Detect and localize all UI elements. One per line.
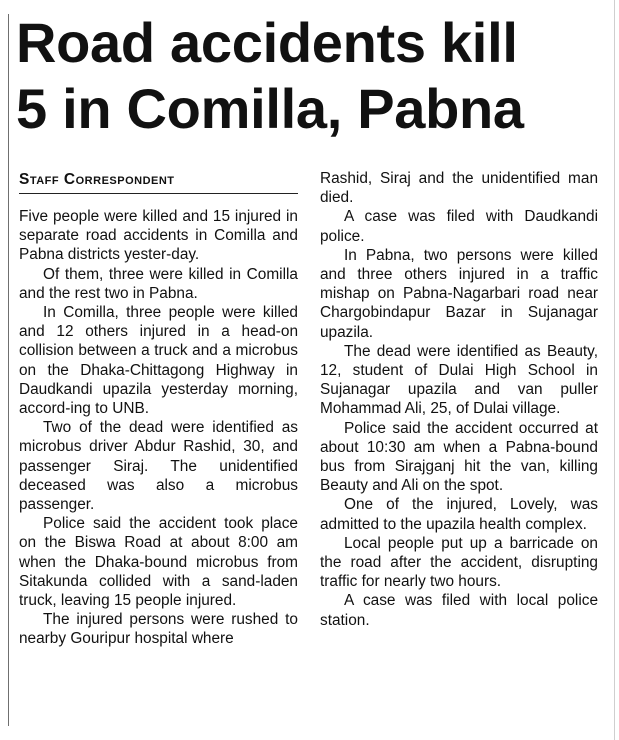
paragraph: A case was filed with Daudkandi police. <box>320 208 598 245</box>
paragraph: A case was filed with local police station. <box>320 592 598 629</box>
paragraph: In Pabna, two persons were killed and three others injured in a traffic mishap on Pabna-Nagarbari road near Chargobindapur Bazar in Sujanagar upazila. <box>320 246 598 341</box>
article-column-right <box>320 169 598 630</box>
scan-edge <box>614 0 615 740</box>
paragraph: The injured persons were rushed to nearby Gouripur hospital where <box>19 611 298 648</box>
headline <box>16 10 606 142</box>
headline-line-2: 5 in Comilla, Pabna <box>16 77 524 140</box>
column-rule <box>8 14 9 726</box>
paragraph: Two of the dead were identified as microbus driver Abdur Rashid, 30, and passenger Siraj. The unidentified deceased was also a microbus passenger. <box>19 419 298 514</box>
byline: Staff Correspondent <box>19 169 298 194</box>
paragraph: The dead were identified as Beauty, 12, student of Dulai High School in Sujanagar upazila and van puller Mohammad Ali, 25, of Dulai village. <box>320 342 598 418</box>
paragraph: Rashid, Siraj and the unidentified man died. <box>320 170 598 207</box>
headline-line-1: Road accidents kill <box>16 11 518 74</box>
paragraph: In Comilla, three people were killed and 12 others injured in a head-on collision between a truck and a microbus on the Dhaka-Chittagong Highway in Daudkandi upazila yesterday morning, accord-ing to UNB. <box>19 304 298 418</box>
paragraph: Five people were killed and 15 injured in separate road accidents in Comilla and Pabna districts yester-day. <box>19 208 298 264</box>
paragraph: Police said the accident took place on the Biswa Road at about 8:00 am when the Dhaka-bound microbus from Sitakunda collided with a sand-laden truck, leaving 15 people injured. <box>19 515 298 610</box>
paragraph: Local people put up a barricade on the road after the accident, disrupting traffic for nearly two hours. <box>320 534 598 591</box>
article-column-left <box>19 207 298 649</box>
paragraph: Police said the accident occurred at about 10:30 am when a Pabna-bound bus from Sirajganj hit the van, killing Beauty and Ali on the spot. <box>320 419 598 495</box>
paragraph: Of them, three were killed in Comilla and the rest two in Pabna. <box>19 265 298 302</box>
paragraph: One of the injured, Lovely, was admitted to the upazila health complex. <box>320 496 598 533</box>
